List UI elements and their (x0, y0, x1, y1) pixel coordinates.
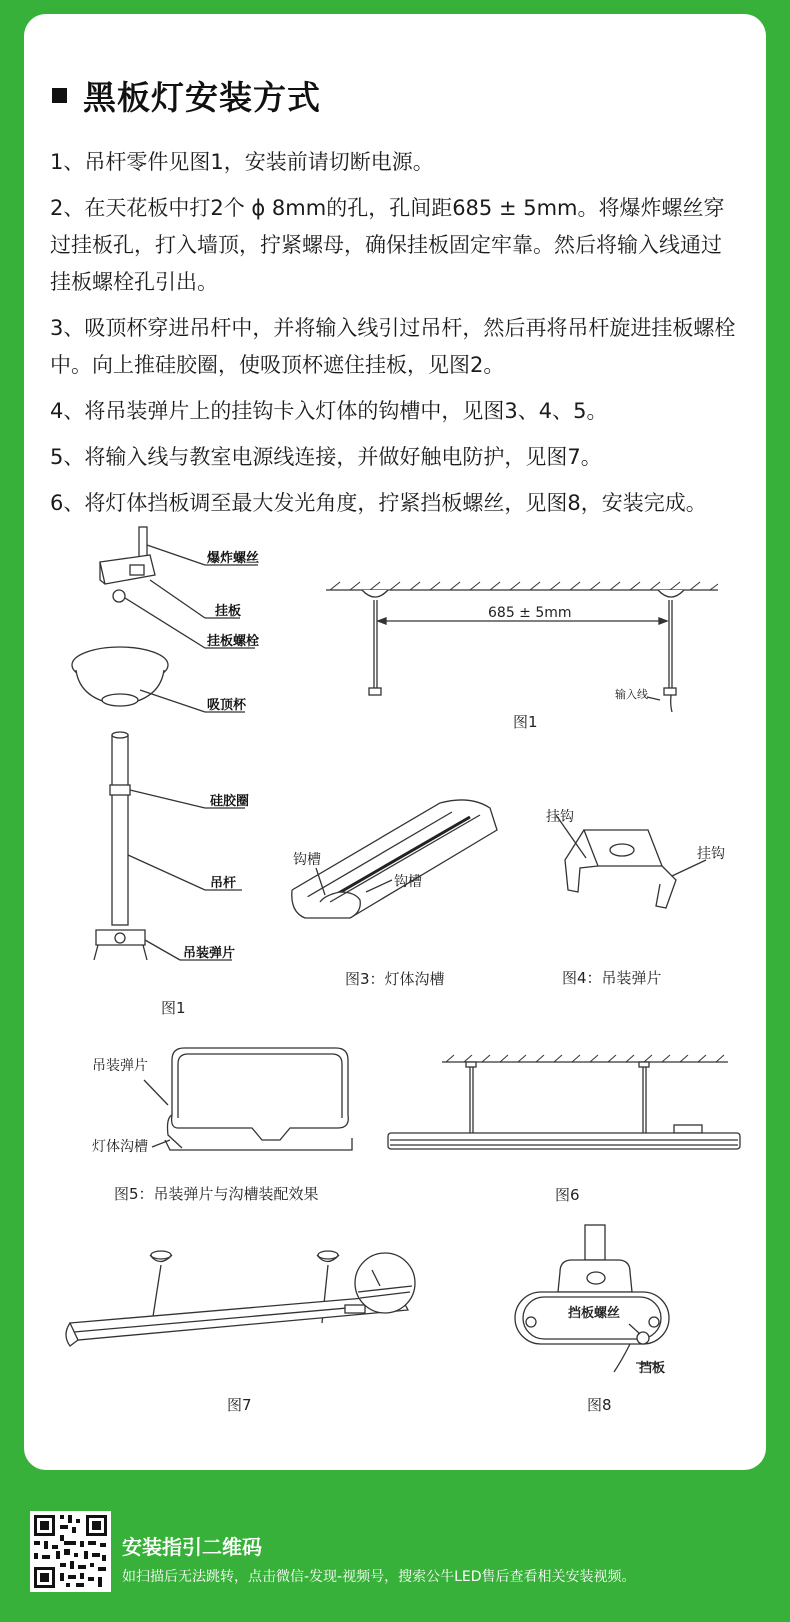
label-input-wire: 输入线 (615, 688, 648, 701)
label-hook-a: 挂钩 (546, 809, 574, 825)
label-rod: 吊杆 (210, 876, 237, 891)
caption-fig8: 图8 (587, 1396, 612, 1414)
fig7-diagram (66, 1251, 415, 1346)
page-title-text: 黑板灯安装方式 (83, 78, 321, 117)
label-hanging-plate: 挂板 (215, 604, 242, 619)
caption-fig6: 图6 (555, 1186, 580, 1204)
caption-fig5: 图5：吊装弹片与沟槽装配效果 (114, 1185, 319, 1203)
footer-subtitle: 如扫描后无法跳转，点击微信-发现-视频号，搜索公牛LED售后查看相关安装视频。 (122, 1569, 636, 1585)
caption-fig3: 图3：灯体沟槽 (345, 970, 445, 988)
step-2: 2、在天花板中打2个 ϕ 8mm的孔，孔间距685 ± 5mm。将爆炸螺丝穿过挂板孔，打入墙顶，拧紧螺母，确保挂板固定牢靠。然后将输入线通过挂板螺栓孔引出。 (50, 196, 725, 294)
label-hook-b: 挂钩 (697, 846, 725, 862)
step-3: 3、吸顶杯穿进吊杆中，并将输入线引过吊杆，然后再将吊杆旋进挂板螺栓中。向上推硅胶圈，使吸顶杯遮住挂板，见图2。 (50, 316, 736, 377)
caption-fig7: 图7 (227, 1396, 252, 1414)
label-baffle-screw: 挡板螺丝 (568, 1306, 621, 1321)
label-plate-bolt: 挂板螺栓 (207, 634, 260, 649)
label-baffle: 挡板 (639, 1361, 666, 1376)
label-explosion-screw: 爆炸螺丝 (207, 551, 260, 566)
step-6: 6、将灯体挡板调至最大发光角度，拧紧挡板螺丝，见图8，安装完成。 (50, 491, 707, 515)
label-ceiling-cup: 吸顶杯 (207, 698, 247, 713)
fig8-diagram (515, 1225, 669, 1372)
label-spring-clip: 吊装弹片 (183, 946, 236, 961)
label-distance: 685 ± 5mm (488, 605, 572, 621)
qr-code[interactable] (30, 1511, 111, 1592)
caption-fig1-ceiling: 图1 (513, 713, 538, 731)
fig3-diagram (292, 800, 497, 918)
step-5: 5、将输入线与教室电源线连接，并做好触电防护，见图7。 (50, 445, 602, 469)
label-silicone-ring: 硅胶圈 (210, 794, 250, 809)
label-fig5-groove: 灯体沟槽 (92, 1139, 148, 1155)
fig4-diagram (556, 815, 706, 908)
parts-diagram (72, 527, 258, 960)
step-1: 1、吊杆零件见图1，安装前请切断电源。 (50, 150, 434, 174)
label-fig5-clip: 吊装弹片 (92, 1058, 148, 1074)
step-4: 4、将吊装弹片上的挂钩卡入灯体的钩槽中，见图3、4、5。 (50, 399, 608, 423)
ceiling-diagram (326, 582, 718, 712)
fig6-diagram (388, 1055, 740, 1149)
fig5-diagram (144, 1048, 352, 1150)
label-hook-slot-b: 钩槽 (394, 874, 422, 890)
caption-fig4: 图4：吊装弹片 (562, 969, 662, 987)
label-hook-slot-a: 钩槽 (293, 852, 321, 868)
caption-fig1-parts: 图1 (161, 999, 186, 1017)
footer-title: 安装指引二维码 (122, 1535, 262, 1559)
